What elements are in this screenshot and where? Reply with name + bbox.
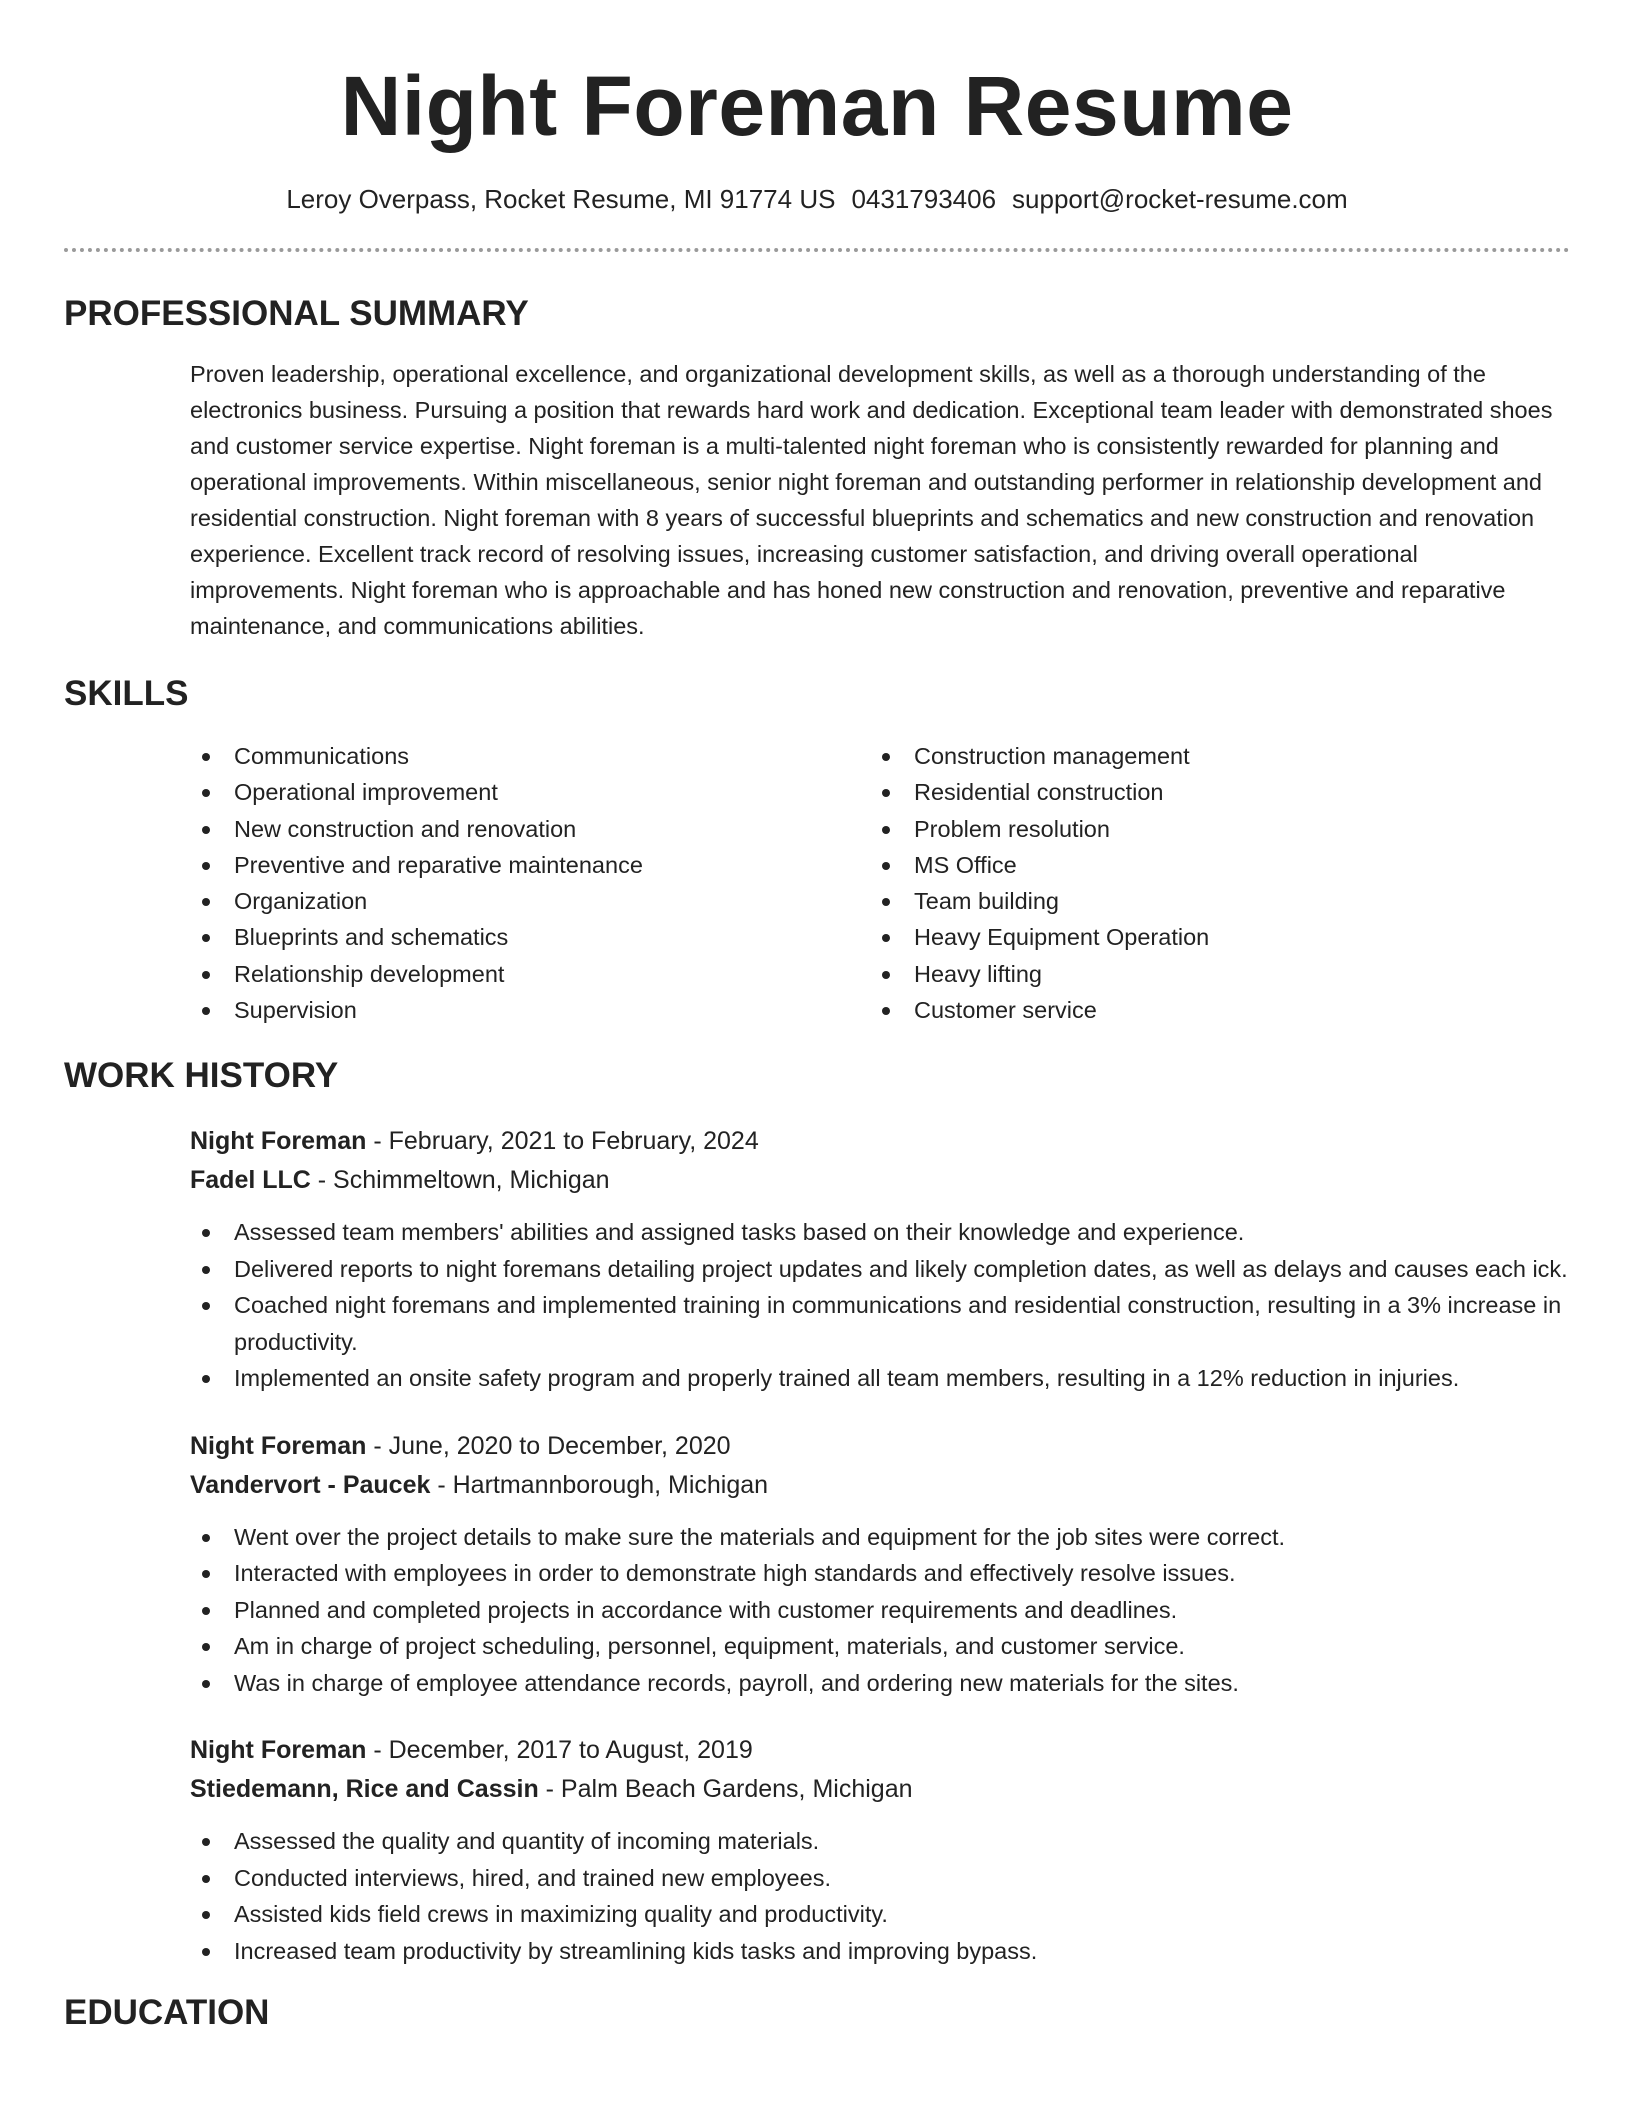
skill-item: New construction and renovation — [190, 811, 870, 847]
skill-item: Blueprints and schematics — [190, 919, 870, 955]
skill-item: Communications — [190, 738, 870, 774]
job-bullet: Implemented an onsite safety program and properly trained all team members, resulting in a 12% reduction in injuries. — [190, 1360, 1570, 1397]
job-bullet: Assessed the quality and quantity of incoming materials. — [190, 1823, 1570, 1860]
section-heading-skills: SKILLS — [64, 674, 189, 713]
header-divider — [64, 248, 1570, 252]
job-bullet: Conducted interviews, hired, and trained new employees. — [190, 1860, 1570, 1897]
section-heading-education: EDUCATION — [64, 1993, 270, 2033]
job-bullet: Interacted with employees in order to demonstrate high standards and effectively resolve issues. — [190, 1555, 1570, 1592]
contact-line — [64, 182, 1570, 216]
contact-phone: 0431793406 — [851, 184, 997, 214]
job-company: Fadel LLC — [190, 1166, 311, 1195]
contact-address: Leroy Overpass, Rocket Resume, MI 91774 US — [286, 184, 836, 214]
contact-email: support@rocket-resume.com — [1012, 184, 1348, 214]
job-bullet: Was in charge of employee attendance records, payroll, and ordering new materials for the sites. — [190, 1665, 1570, 1702]
job-bullet: Coached night foremans and implemented training in communications and residential construction, resulting in a 3% increase in productivity. — [190, 1287, 1570, 1360]
job-title-line — [190, 1731, 1570, 1770]
job-company: Stiedemann, Rice and Cassin — [190, 1775, 539, 1804]
skill-item: MS Office — [870, 847, 1550, 883]
job-company-line — [190, 1466, 1570, 1505]
skill-item: Customer service — [870, 992, 1550, 1028]
job-entry — [190, 1731, 1570, 1969]
job-company-line — [190, 1770, 1570, 1809]
job-bullets — [190, 1519, 1570, 1702]
skill-item: Heavy lifting — [870, 956, 1550, 992]
job-bullet: Delivered reports to night foremans detailing project updates and likely completion dates, as well as delays and causes each ick. — [190, 1251, 1570, 1288]
skills-column-left — [190, 738, 870, 1028]
job-dates: - June, 2020 to December, 2020 — [366, 1431, 731, 1460]
job-title: Night Foreman — [190, 1431, 367, 1460]
skills-list — [190, 738, 1570, 1028]
job-bullets — [190, 1214, 1570, 1397]
job-bullet: Am in charge of project scheduling, personnel, equipment, materials, and customer service. — [190, 1628, 1570, 1665]
job-entry — [190, 1122, 1570, 1397]
summary-text: Proven leadership, operational excellence, and organizational development skills, as well as a thorough understanding of the electronics business. Pursuing a position that rewards hard work and dedication. Exceptional team leader with demonstrated shoes and customer service expertise. Night foreman is a multi-talented night foreman who is consistently rewarded for planning and operational improvements. Within miscellaneous, senior night foreman and outstanding performer in relationship development and residential construction. Night foreman with 8 years of successful blueprints and schematics and new construction and renovation experience. Excellent track record of resolving issues, increasing customer satisfaction, and driving overall operational improvements. Night foreman who is approachable and has honed new construction and renovation, preventive and reparative maintenance, and communications abilities. — [190, 361, 1553, 639]
skill-item: Preventive and reparative maintenance — [190, 847, 870, 883]
skill-item: Construction management — [870, 738, 1550, 774]
skills-column-right — [870, 738, 1550, 1028]
job-bullet: Assessed team members' abilities and assigned tasks based on their knowledge and experience. — [190, 1214, 1570, 1251]
skill-item: Heavy Equipment Operation — [870, 919, 1550, 955]
skill-item: Relationship development — [190, 956, 870, 992]
section-heading-work-history: WORK HISTORY — [64, 1056, 339, 1096]
skill-item: Operational improvement — [190, 774, 870, 810]
job-company: Vandervort - Paucek — [190, 1470, 431, 1499]
job-title: Night Foreman — [190, 1736, 367, 1765]
job-bullet: Assisted kids field crews in maximizing quality and productivity. — [190, 1896, 1570, 1933]
job-location: - Schimmeltown, Michigan — [310, 1166, 610, 1195]
job-company-line — [190, 1161, 1570, 1200]
job-bullet: Went over the project details to make sure the materials and equipment for the job sites were correct. — [190, 1519, 1570, 1556]
job-title: Night Foreman — [190, 1127, 367, 1156]
job-location: - Hartmannborough, Michigan — [430, 1470, 769, 1499]
page-title: Night Foreman Resume — [340, 59, 1294, 153]
skill-item: Problem resolution — [870, 811, 1550, 847]
job-dates: - February, 2021 to February, 2024 — [366, 1127, 759, 1156]
job-title-line — [190, 1427, 1570, 1466]
section-heading-summary: PROFESSIONAL SUMMARY — [64, 294, 529, 333]
skill-item: Residential construction — [870, 774, 1550, 810]
job-entry — [190, 1427, 1570, 1702]
resume-page — [64, 0, 1570, 2035]
job-bullets — [190, 1823, 1570, 1969]
job-location: - Palm Beach Gardens, Michigan — [538, 1775, 913, 1804]
job-dates: - December, 2017 to August, 2019 — [366, 1736, 753, 1765]
job-title-line — [190, 1122, 1570, 1161]
skill-item: Organization — [190, 883, 870, 919]
skill-item: Team building — [870, 883, 1550, 919]
job-bullet: Planned and completed projects in accordance with customer requirements and deadlines. — [190, 1592, 1570, 1629]
job-bullet: Increased team productivity by streamlining kids tasks and improving bypass. — [190, 1933, 1570, 1970]
skill-item: Supervision — [190, 992, 870, 1028]
